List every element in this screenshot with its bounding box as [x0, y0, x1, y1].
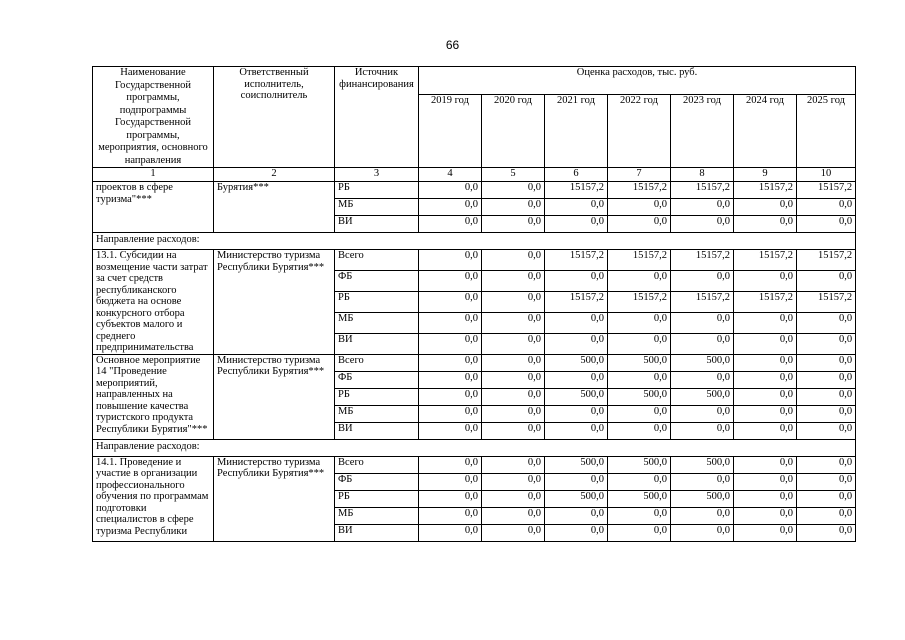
activity-name-cell: 14.1. Проведение и участие в организации профессионального обучения по программам подготовки специалистов в сфере туризма Республики [93, 456, 214, 541]
value-cell: 0,0 [482, 199, 545, 216]
value-cell: 0,0 [797, 388, 856, 405]
table-row [93, 456, 856, 473]
value-cell: 0,0 [545, 422, 608, 439]
value-cell: 500,0 [608, 354, 671, 371]
funding-source-cell: РБ [335, 291, 419, 312]
value-cell: 0,0 [671, 507, 734, 524]
column-index-cell: 8 [671, 168, 734, 182]
value-cell: 15157,2 [671, 291, 734, 312]
value-cell: 15157,2 [671, 250, 734, 271]
column-index-cell: 3 [335, 168, 419, 182]
value-cell: 0,0 [671, 333, 734, 354]
budget-table [92, 66, 856, 542]
executor-cell: Министерство туризма Республики Бурятия*** [214, 354, 335, 439]
value-cell: 0,0 [482, 371, 545, 388]
value-cell: 0,0 [545, 524, 608, 541]
column-index-cell: 6 [545, 168, 608, 182]
direction-row [93, 439, 856, 456]
value-cell: 0,0 [797, 473, 856, 490]
header-year-cell: 2019 год [419, 94, 482, 167]
funding-source-cell: МБ [335, 199, 419, 216]
value-cell: 0,0 [797, 490, 856, 507]
value-cell: 0,0 [419, 507, 482, 524]
value-cell: 0,0 [797, 216, 856, 233]
funding-source-cell: МБ [335, 312, 419, 333]
value-cell: 15157,2 [671, 182, 734, 199]
header-name-cell: Наименование Государственной программы, подпрограммы Государственной программы, мероприятия, основного направления [93, 67, 214, 168]
value-cell: 0,0 [482, 388, 545, 405]
value-cell: 15157,2 [608, 250, 671, 271]
funding-source-cell: МБ [335, 405, 419, 422]
value-cell: 0,0 [734, 333, 797, 354]
value-cell: 0,0 [608, 473, 671, 490]
funding-source-cell: РБ [335, 182, 419, 199]
value-cell: 0,0 [419, 312, 482, 333]
activity-name-cell: 13.1. Субсидии на возмещение части затрат за счет средств республиканского бюджета на основе конкурсного отбора субъектов малого и среднего предпринимательства [93, 250, 214, 355]
funding-source-cell: Всего [335, 354, 419, 371]
value-cell: 500,0 [545, 456, 608, 473]
executor-cell: Министерство туризма Республики Бурятия*** [214, 250, 335, 355]
executor-cell: Бурятия*** [214, 182, 335, 233]
value-cell: 0,0 [797, 524, 856, 541]
value-cell: 0,0 [608, 405, 671, 422]
value-cell: 0,0 [482, 422, 545, 439]
value-cell: 500,0 [608, 388, 671, 405]
value-cell: 0,0 [608, 524, 671, 541]
value-cell: 0,0 [797, 312, 856, 333]
value-cell: 0,0 [797, 507, 856, 524]
value-cell: 0,0 [797, 354, 856, 371]
value-cell: 0,0 [419, 524, 482, 541]
activity-name-cell: Основное мероприятие 14 "Проведение мероприятий, направленных на повышение качества туристского продукта Республики Бурятия"*** [93, 354, 214, 439]
value-cell: 0,0 [734, 388, 797, 405]
table-row [93, 250, 856, 271]
value-cell: 0,0 [734, 199, 797, 216]
value-cell: 0,0 [545, 507, 608, 524]
value-cell: 0,0 [545, 333, 608, 354]
column-index-cell: 10 [797, 168, 856, 182]
value-cell: 0,0 [419, 473, 482, 490]
column-index-cell: 9 [734, 168, 797, 182]
value-cell: 0,0 [419, 199, 482, 216]
value-cell: 500,0 [608, 490, 671, 507]
value-cell: 15157,2 [797, 291, 856, 312]
value-cell: 0,0 [545, 405, 608, 422]
header-year-cell: 2021 год [545, 94, 608, 167]
value-cell: 0,0 [797, 199, 856, 216]
value-cell: 0,0 [482, 333, 545, 354]
value-cell: 0,0 [545, 371, 608, 388]
column-index-cell: 4 [419, 168, 482, 182]
value-cell: 500,0 [545, 388, 608, 405]
value-cell: 0,0 [482, 354, 545, 371]
funding-source-cell: МБ [335, 507, 419, 524]
activity-name-cell: проектов в сфере туризма"*** [93, 182, 214, 233]
value-cell: 0,0 [419, 270, 482, 291]
funding-source-cell: ВИ [335, 422, 419, 439]
value-cell: 0,0 [797, 456, 856, 473]
value-cell: 0,0 [419, 422, 482, 439]
funding-source-cell: РБ [335, 388, 419, 405]
value-cell: 15157,2 [608, 182, 671, 199]
value-cell: 0,0 [482, 490, 545, 507]
value-cell: 0,0 [734, 371, 797, 388]
value-cell: 0,0 [608, 333, 671, 354]
funding-source-cell: ВИ [335, 524, 419, 541]
column-index-cell: 1 [93, 168, 214, 182]
value-cell: 0,0 [419, 333, 482, 354]
value-cell: 15157,2 [545, 182, 608, 199]
header-year-cell: 2022 год [608, 94, 671, 167]
value-cell: 0,0 [734, 405, 797, 422]
value-cell: 0,0 [734, 422, 797, 439]
value-cell: 0,0 [545, 312, 608, 333]
value-cell: 0,0 [734, 490, 797, 507]
value-cell: 0,0 [482, 312, 545, 333]
header-year-cell: 2023 год [671, 94, 734, 167]
header-year-cell: 2020 год [482, 94, 545, 167]
funding-source-cell: ВИ [335, 216, 419, 233]
value-cell: 0,0 [734, 524, 797, 541]
value-cell: 0,0 [671, 216, 734, 233]
header-estimate-cell: Оценка расходов, тыс. руб. [419, 67, 856, 95]
value-cell: 0,0 [545, 216, 608, 233]
value-cell: 0,0 [608, 199, 671, 216]
value-cell: 0,0 [608, 422, 671, 439]
value-cell: 15157,2 [734, 291, 797, 312]
value-cell: 0,0 [482, 216, 545, 233]
value-cell: 0,0 [419, 250, 482, 271]
value-cell: 500,0 [608, 456, 671, 473]
value-cell: 0,0 [482, 405, 545, 422]
value-cell: 0,0 [797, 270, 856, 291]
value-cell: 15157,2 [797, 250, 856, 271]
direction-label: Направление расходов: [93, 233, 856, 250]
funding-source-cell: ФБ [335, 473, 419, 490]
column-index-cell: 2 [214, 168, 335, 182]
value-cell: 0,0 [419, 456, 482, 473]
value-cell: 0,0 [482, 456, 545, 473]
value-cell: 0,0 [671, 371, 734, 388]
value-cell: 0,0 [482, 182, 545, 199]
value-cell: 0,0 [482, 524, 545, 541]
funding-source-cell: ВИ [335, 333, 419, 354]
value-cell: 500,0 [671, 490, 734, 507]
value-cell: 0,0 [671, 405, 734, 422]
value-cell: 0,0 [671, 199, 734, 216]
value-cell: 500,0 [671, 456, 734, 473]
direction-label: Направление расходов: [93, 439, 856, 456]
header-year-cell: 2025 год [797, 94, 856, 167]
value-cell: 0,0 [608, 216, 671, 233]
value-cell: 0,0 [482, 291, 545, 312]
value-cell: 0,0 [419, 388, 482, 405]
value-cell: 0,0 [482, 250, 545, 271]
value-cell: 0,0 [608, 371, 671, 388]
header-executor-cell: Ответственный исполнитель, соисполнитель [214, 67, 335, 168]
value-cell: 0,0 [797, 405, 856, 422]
value-cell: 0,0 [671, 524, 734, 541]
funding-source-cell: РБ [335, 490, 419, 507]
value-cell: 0,0 [545, 473, 608, 490]
value-cell: 15157,2 [734, 250, 797, 271]
column-index-cell: 5 [482, 168, 545, 182]
value-cell: 15157,2 [545, 291, 608, 312]
value-cell: 0,0 [734, 216, 797, 233]
value-cell: 0,0 [734, 473, 797, 490]
value-cell: 0,0 [419, 216, 482, 233]
value-cell: 0,0 [734, 312, 797, 333]
value-cell: 15157,2 [545, 250, 608, 271]
value-cell: 0,0 [419, 405, 482, 422]
value-cell: 0,0 [797, 333, 856, 354]
value-cell: 0,0 [734, 270, 797, 291]
funding-source-cell: ФБ [335, 371, 419, 388]
value-cell: 500,0 [545, 354, 608, 371]
value-cell: 0,0 [797, 422, 856, 439]
value-cell: 0,0 [419, 182, 482, 199]
value-cell: 0,0 [419, 354, 482, 371]
column-index-cell: 7 [608, 168, 671, 182]
value-cell: 500,0 [545, 490, 608, 507]
direction-row [93, 233, 856, 250]
value-cell: 0,0 [545, 270, 608, 291]
value-cell: 0,0 [734, 456, 797, 473]
value-cell: 0,0 [419, 291, 482, 312]
page-number: 66 [445, 38, 460, 52]
value-cell: 15157,2 [734, 182, 797, 199]
value-cell: 0,0 [482, 507, 545, 524]
funding-source-cell: Всего [335, 456, 419, 473]
value-cell: 0,0 [545, 199, 608, 216]
funding-source-cell: Всего [335, 250, 419, 271]
value-cell: 0,0 [482, 473, 545, 490]
value-cell: 0,0 [671, 312, 734, 333]
header-year-cell: 2024 год [734, 94, 797, 167]
value-cell: 0,0 [734, 507, 797, 524]
executor-cell: Министерство туризма Республики Бурятия*** [214, 456, 335, 541]
value-cell: 0,0 [734, 354, 797, 371]
value-cell: 0,0 [797, 371, 856, 388]
value-cell: 0,0 [419, 490, 482, 507]
value-cell: 0,0 [608, 270, 671, 291]
value-cell: 0,0 [671, 270, 734, 291]
value-cell: 15157,2 [608, 291, 671, 312]
value-cell: 15157,2 [797, 182, 856, 199]
table-row [93, 182, 856, 199]
value-cell: 0,0 [671, 422, 734, 439]
header-source-cell: Источник финансирования [335, 67, 419, 168]
value-cell: 0,0 [419, 371, 482, 388]
value-cell: 0,0 [608, 312, 671, 333]
funding-source-cell: ФБ [335, 270, 419, 291]
table-row [93, 354, 856, 371]
value-cell: 500,0 [671, 388, 734, 405]
value-cell: 0,0 [608, 507, 671, 524]
value-cell: 0,0 [482, 270, 545, 291]
value-cell: 0,0 [671, 473, 734, 490]
value-cell: 500,0 [671, 354, 734, 371]
